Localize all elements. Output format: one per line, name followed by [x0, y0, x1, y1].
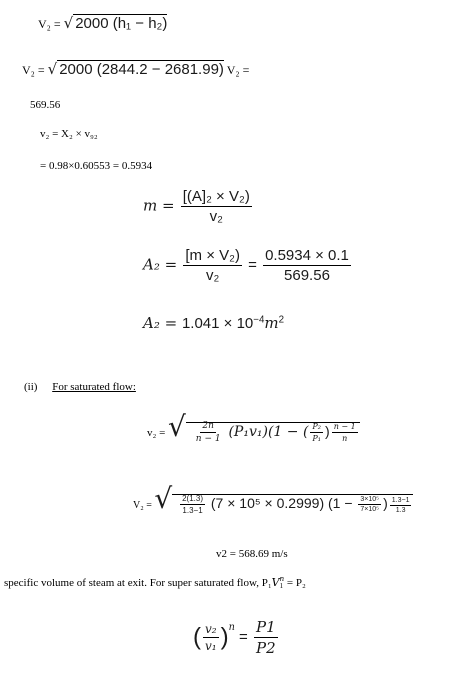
eq-sat2-frac-num: 2(1.3) — [182, 493, 203, 503]
eq-final-inner-den: v₁ — [205, 639, 217, 653]
eq-mass-flow — [143, 188, 254, 225]
eq-v2s-tail: V₂ = — [226, 63, 250, 77]
eq-a2r-unit-exp: 2 — [278, 314, 285, 326]
eq-a2-num1: [m × V₂) — [185, 247, 240, 264]
eq-a2r-exp: −4 — [253, 314, 265, 326]
eq-specific-volume-value: = 0.98×0.60553 = 0.5934 — [40, 160, 153, 172]
eq-final-frac — [254, 618, 278, 657]
eq-area-result — [143, 314, 284, 332]
eq-sat2-lhs: V₂ = — [133, 500, 155, 511]
eq-saturated-flow — [147, 410, 360, 444]
eq-sat1-close: ) — [325, 423, 330, 439]
eq-sat1-exp — [332, 422, 358, 443]
eq-m-fraction — [181, 188, 252, 225]
eq-sat1-lhs: v₂ = — [147, 427, 169, 439]
eq-sat1-frac-num: 2n — [202, 420, 214, 431]
eq-v2-final: v2 = 568.69 m/s — [216, 548, 288, 560]
paren-close: ) — [220, 623, 229, 651]
text-v-sup: n — [279, 575, 285, 584]
eq-sat2-p-den: 7×10⁵ — [360, 505, 380, 513]
eq-sat1-pfrac — [310, 422, 323, 443]
eq-sat2-body: (7 × 10⁵ × 0.2999) (1 − — [210, 495, 357, 511]
eq-final-num: P1 — [255, 618, 276, 636]
sqrt-sign: √ — [168, 410, 186, 443]
text-v-sub: 1 — [279, 582, 284, 591]
eq-a2-lhs: A₂ = — [143, 255, 178, 274]
section-number: (ii) — [24, 381, 38, 393]
eq-v2-lhs: V₂ = — [38, 17, 64, 31]
section-title: For saturated flow: — [52, 381, 136, 393]
eq-sat1-exp-den: n — [342, 433, 348, 443]
eq-m-lhs: m = — [143, 196, 175, 215]
eq-a2r-unit: m — [264, 314, 279, 332]
sqrt-sign: √ — [47, 60, 58, 78]
eq-sat2-pfrac — [358, 496, 381, 513]
eq-sat2-frac-den: 1.3−1 — [182, 505, 203, 515]
eq-final-mid: = — [234, 628, 252, 646]
eq-a2-den2: 569.56 — [284, 267, 330, 284]
paren-open: ( — [193, 623, 201, 651]
eq-sat1-p-den: P₁ — [312, 433, 322, 443]
text-tail: = P₂ — [284, 577, 306, 589]
text-specific-volume — [4, 576, 306, 590]
eq-final-exp: n — [228, 621, 235, 633]
eq-a2-frac2 — [263, 247, 351, 284]
eq-saturated-flow-numeric — [133, 482, 413, 515]
sqrt-sign: √ — [63, 14, 74, 32]
eq-v2s-lhs: V₂ = — [22, 63, 48, 77]
eq-sat1-body: (P₁v₁)(1 − ( — [228, 424, 309, 440]
eq-v2-formula — [38, 14, 167, 32]
text-main: specific volume of steam at exit. For super saturated flow, P₁ — [4, 577, 272, 589]
eq-a2-num2: 0.5934 × 0.1 — [265, 247, 349, 264]
text-v: V — [271, 576, 280, 589]
eq-a2r-lhs: A₂ = — [143, 314, 182, 332]
eq-sat2-exp — [390, 497, 412, 514]
eq-sat2-frac — [180, 494, 205, 515]
eq-sat2-radicand — [172, 493, 413, 515]
eq-v2s-radicand: 2000 (2844.2 − 2681.99) — [59, 61, 224, 78]
eq-a2-mid: = — [248, 256, 257, 274]
eq-sat2-exp-den: 1.3 — [395, 506, 406, 514]
eq-final-den: P2 — [255, 639, 276, 657]
eq-v2-result: 569.56 — [30, 99, 61, 111]
eq-a2r-val: 1.041 × 10 — [181, 315, 254, 332]
eq-sat1-radicand — [186, 420, 360, 444]
eq-v2-radicand: 2000 (h₁ − h₂) — [75, 15, 168, 32]
eq-final-inner-num: v₂ — [205, 622, 217, 636]
eq-sat2-exp-num: 1.3−1 — [391, 496, 410, 504]
eq-m-den: v₂ — [209, 208, 223, 225]
eq-sat1-frac — [194, 421, 223, 444]
eq-sat1-frac-den: n − 1 — [195, 433, 221, 444]
section-heading — [24, 381, 136, 393]
eq-sat1-p-num: P₂ — [312, 421, 322, 431]
eq-area — [143, 247, 353, 284]
eq-specific-volume: v₂ = X₂ × v₉₂ — [40, 128, 98, 140]
eq-m-num: [(A]₂ × V₂) — [182, 188, 250, 205]
eq-a2-frac1 — [183, 247, 242, 284]
sqrt-sign: √ — [154, 482, 173, 515]
eq-pressure-ratio — [193, 618, 280, 657]
eq-sat2-p-num: 3×10⁵ — [360, 495, 380, 503]
eq-v2-substituted — [22, 60, 249, 78]
eq-sat1-exp-num: n − 1 — [333, 421, 356, 431]
eq-sat2-close: ) — [383, 495, 388, 511]
eq-final-inner — [203, 622, 219, 653]
eq-a2-den1: v₂ — [205, 267, 220, 284]
